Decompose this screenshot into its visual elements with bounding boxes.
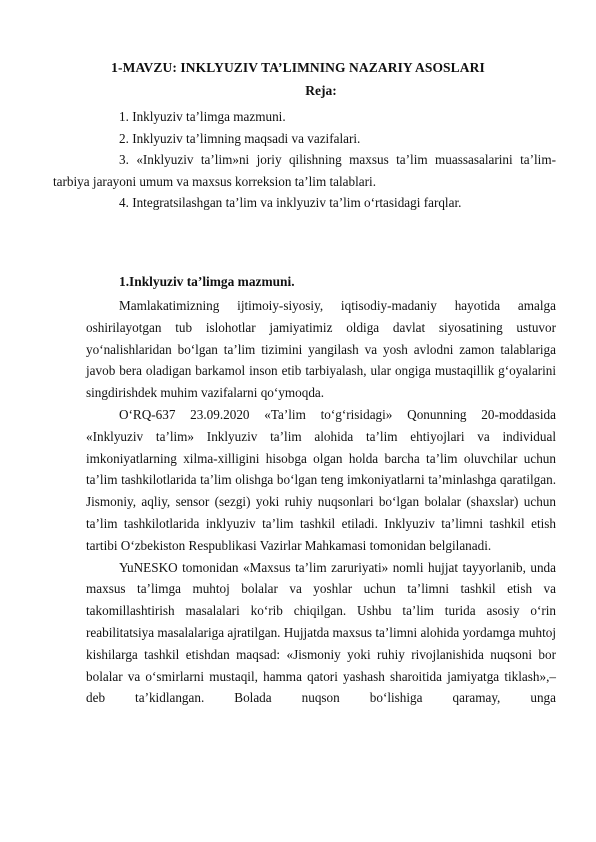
paragraph: YuNESKO tomonidan «Maxsus ta’lim zaruriyati» nomli hujjat tayyorlanib, unda maxsus ta’limga muhtoj bolalar va yoshlar uchun ta’limni tashkil etish va takomillashtirish masalalari ko‘rib chiqilgan. Ushbu ta’lim turida asosiy o‘rin reabilitatsiya masalalariga ajratilgan. Hujjatda maxsus ta’limni alohida yordamga muhtoj kishilarga tashkil etishdan maqsad: «Jismoniy yoki ruhiy rivojlanishida nuqsoni bor bolalar va o‘smirlarni mustaqil, hamma qatori yashash sharoitida jamiyatga tiklash»,– deb ta’kidlangan. Bolada nuqson bo‘lishiga qaramay, unga bbox=[86, 559, 556, 706]
section-heading: 1.Inklyuziv ta’limga mazmuni. bbox=[119, 274, 295, 289]
paragraph: Mamlakatimizning ijtimoiy-siyosiy, iqtisodiy-madaniy hayotida amalga oshirilayotgan tub islohotlar jamiyatimiz oldiga davlat siyosatining ustuvor yo‘nalishlaridan bo‘lgan ta’lim tizimini yangilash va yosh avlodni zamon talablariga javob bera oladigan barkamol inson etib tarbiyalash, ular ongiga mustaqillik g‘oyalarini singdirishdek muhim vazifalarni qo‘ymoqda. bbox=[86, 298, 556, 401]
plan-heading: Reja: bbox=[305, 83, 337, 98]
paragraph: O‘RQ-637 23.09.2020 «Ta’lim to‘g‘risidagi» Qonunning 20-moddasida «Inklyuziv ta’lim» Inklyuziv ta’lim alohida ta’lim ehtiyojlari va individual imkoniyatlarning xilma-xilligini hisobga olgan holda barcha ta’lim oluvchilar uchun ta’lim tashkilotlarida ta’lim olishga bo‘lgan teng imkoniyatlarni ta’minlashga qaratilgan. Jismoniy, aqliy, sensor (sezgi) yoki ruhiy nuqsonlari bo‘lgan bolalar (shaxslar) uchun ta’lim tashkilotlarida inklyuziv ta’lim tashkil etiladi. Inklyuziv ta’limni tashkil etish tartibi O‘zbekiston Respublikasi Vazirlar Mahkamasi tomonidan belgilanadi. bbox=[86, 406, 556, 553]
body-text bbox=[86, 295, 556, 709]
plan-item: 4. Integratsilashgan ta’lim va inklyuziv ta’lim o‘rtasidagi farqlar. bbox=[119, 195, 462, 211]
plan-item: 3. «Inklyuziv ta’lim»ni joriy qilishning maxsus ta’lim muassasalarini ta’lim-tarbiya jarayoni umum va maxsus korreksion ta’lim talablari. bbox=[53, 152, 556, 189]
plan-item: 2. Inklyuziv ta’limning maqsadi va vazifalari. bbox=[119, 130, 361, 146]
document-title: 1-MAVZU: INKLYUZIV TA’LIMNING NAZARIY ASOSLARI bbox=[111, 60, 485, 75]
plan-item: 1. Inklyuziv ta’limga mazmuni. bbox=[119, 109, 286, 124]
plan-list bbox=[53, 106, 556, 214]
